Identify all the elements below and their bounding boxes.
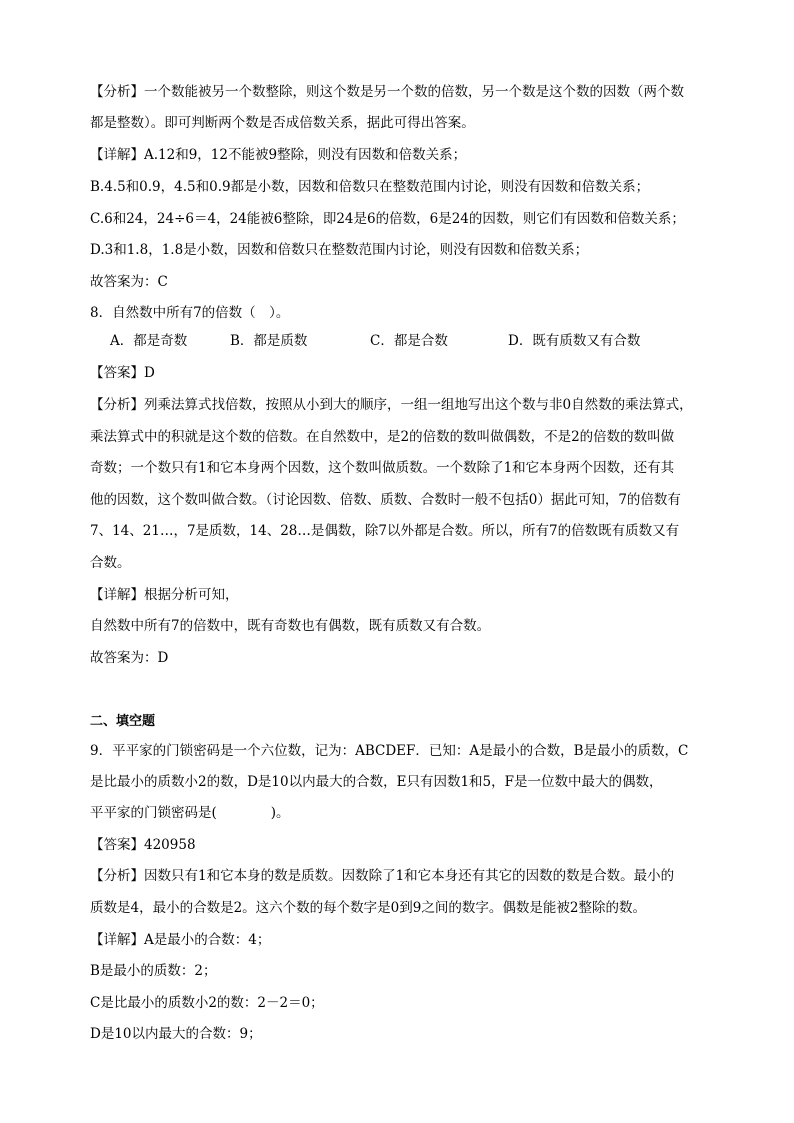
choice-d: D．既有质数又有合数 (508, 333, 641, 349)
text-line: C.6和24，24÷6＝4，24能被6整除，即24是6的倍数，6是24的因数，则它们有因数和倍数关系； (90, 211, 685, 227)
text-line: 【详解】A是最小的合数：4； (90, 932, 271, 948)
text-line: 都是整数）。即可判断两个数是否成倍数关系，据此可得出答案。 (90, 115, 475, 131)
text-line: 乘法算式中的积就是这个数的倍数。在自然数中，是2的倍数的数叫做偶数，不是2的倍数的数叫做 (90, 429, 675, 445)
text-line: 自然数中所有7的倍数中，既有奇数也有偶数，既有质数又有合数。 (90, 618, 491, 634)
question-9: 9．平平家的门锁密码是一个六位数，记为：ABCDEF．已知：A是最小的合数，B是最小的质数，C (90, 743, 689, 759)
text-line: 7、14、21…，7是质数，14、28…是偶数，除7以外都是合数。所以，所有7的倍数既有质数又有 (90, 523, 680, 539)
text-line: 【分析】列乘法算式找倍数，按照从小到大的顺序，一组一组地写出这个数与非0自然数的乘法算式， (90, 397, 693, 413)
text-line: D是10以内最大的合数：9； (90, 1026, 262, 1042)
text-line: 他的因数，这个数叫做合数。（讨论因数、倍数、质数、合数时一般不包括0）据此可知，7的倍数有 (90, 492, 681, 508)
choice-list (110, 331, 640, 351)
text-line: 合数。 (90, 555, 131, 571)
text-line: B是最小的质数：2； (90, 963, 217, 979)
text-line: 是比最小的质数小2的数，D是10以内最大的合数，E只有因数1和5，F是一位数中最大的偶数， (90, 774, 663, 790)
text-line: 【详解】A.12和9，12不能被9整除，则没有因数和倍数关系； (90, 147, 467, 163)
text-line: 质数是4，最小的合数是2。这六个数的每个数字是0到9之间的数字。偶数是能被2整除的数。 (90, 900, 646, 916)
section-heading: 二、填空题 (90, 714, 156, 729)
text-line: C是比最小的质数小2的数：2－2＝0； (90, 995, 324, 1011)
choice-a: A．都是奇数 (110, 333, 188, 349)
answer-line: 【答案】420958 (90, 837, 196, 853)
text-line: D.3和1.8，1.8是小数，因数和倍数只在整数范围内讨论，则没有因数和倍数关系； (90, 242, 589, 258)
text-line: 【详解】根据分析可知， (90, 587, 239, 603)
text-line: 【分析】一个数能被另一个数整除，则这个数是另一个数的倍数，另一个数是这个数的因数（两个数 (90, 84, 684, 100)
choice-b: B．都是质数 (230, 333, 308, 349)
text-line: 故答案为：D (90, 650, 169, 666)
answer-line: 【答案】D (90, 365, 155, 381)
text-line: 故答案为：C (90, 274, 168, 290)
choice-c: C．都是合数 (370, 333, 448, 349)
text-line: 平平家的门锁密码是( )。 (90, 805, 290, 821)
text-line: 【分析】因数只有1和它本身的数是质数。因数除了1和它本身还有其它的因数的数是合数。最小的 (90, 868, 675, 884)
text-line: B.4.5和0.9，4.5和0.9都是小数，因数和倍数只在整数范围内讨论，则没有因数和倍数关系； (90, 179, 650, 195)
question-8: 8．自然数中所有7的倍数（ ）。 (90, 305, 290, 321)
text-line: 奇数；一个数只有1和它本身两个因数，这个数叫做质数。一个数除了1和它本身两个因数，还有其 (90, 460, 675, 476)
